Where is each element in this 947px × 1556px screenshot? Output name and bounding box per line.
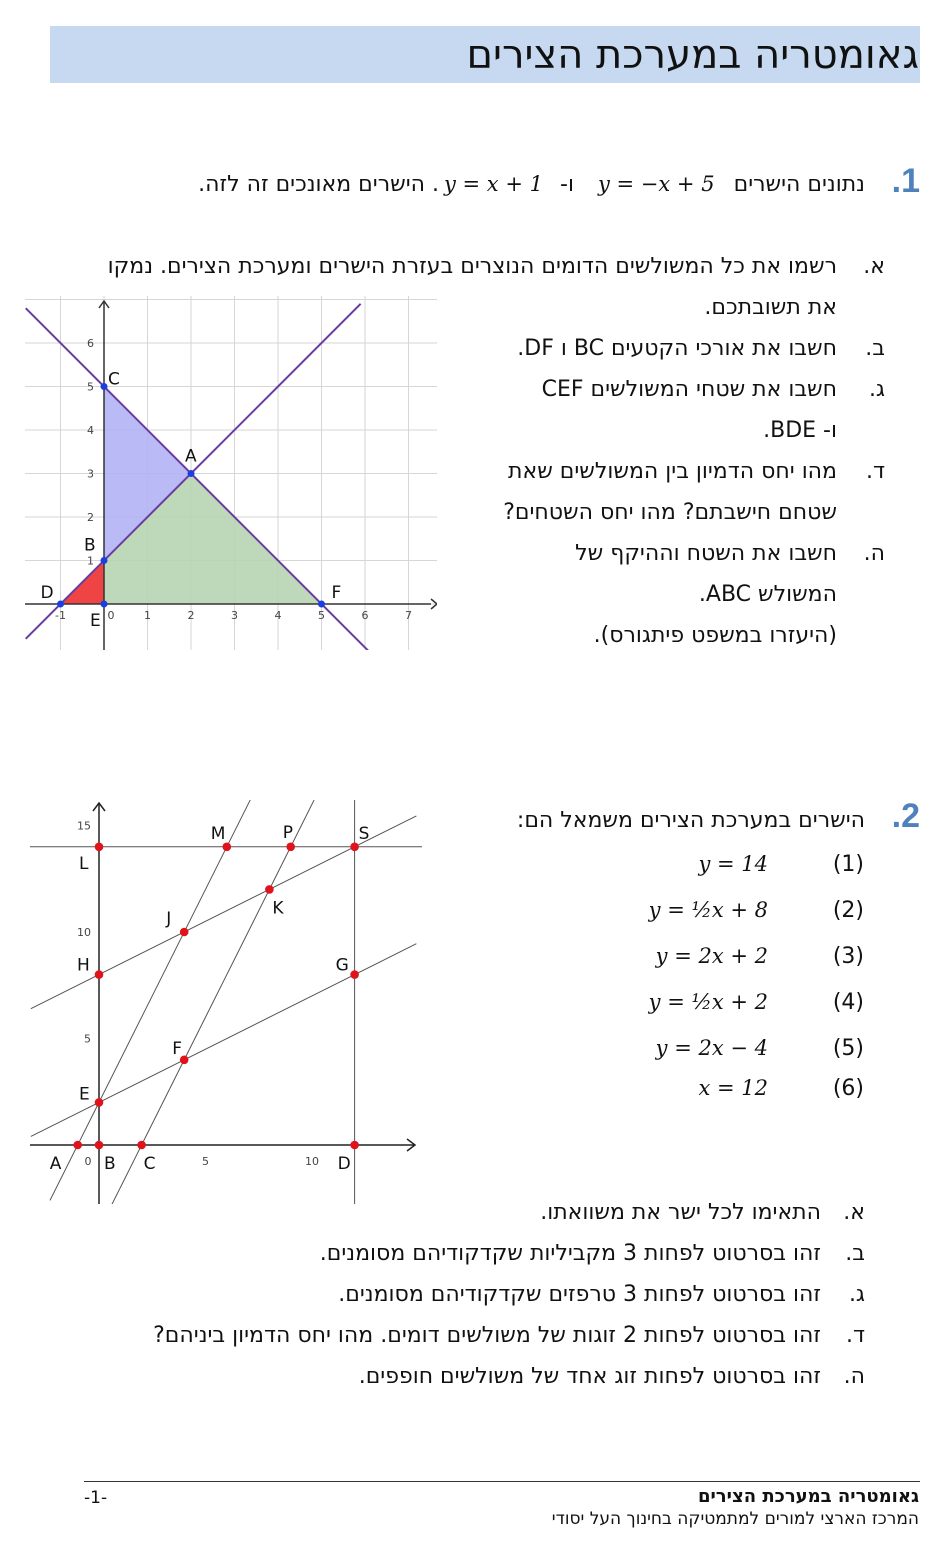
q1-part-d-text: מהו יחס הדמיון בין המשולשים שאת	[508, 459, 837, 484]
point-g	[350, 970, 359, 979]
point-c	[101, 383, 108, 390]
equation-3: y = 2x + 2	[655, 944, 768, 968]
q2-part-row: ג.זהו בסרטוט לפחות 3 טרפזים שקדקודיהם מסומנים.	[338, 1282, 865, 1307]
q1-equation-2: y = x + 1	[444, 172, 543, 196]
equation-3-number: (3)	[832, 944, 864, 969]
x-tick-label: 5	[202, 1155, 209, 1168]
q1-part-d-text-cont: שטחם חישבתם? מהו יחס השטחים?	[503, 500, 837, 525]
q1-and: -ו	[560, 172, 574, 197]
y-tick-label: 5	[84, 1032, 91, 1046]
point-label-b: B	[84, 535, 96, 556]
point-label-a: A	[185, 446, 197, 467]
equation-row	[640, 846, 880, 892]
q1-part-c-text: חשבו את שטחי המשולשים CEF	[541, 377, 837, 402]
equation-row	[640, 892, 880, 938]
point-label-d: D	[337, 1154, 351, 1174]
point-p	[286, 843, 295, 852]
q2-coordinate-graph	[30, 800, 422, 1204]
q1-part-row: א.רשמו את כל המשולשים הדומים הנוצרים בעזרת הישרים ומערכת הצירים. נמקו	[107, 254, 885, 279]
point-f	[318, 601, 325, 608]
q1-stem-suffix: . הישרים מאונכים זה לזה.	[198, 172, 439, 197]
q2-parts	[45, 1192, 865, 1397]
q2-part-row: ה.זהו בסרטוט לפחות זוג אחד של משולשים חופפים.	[358, 1364, 865, 1389]
point-label-l: L	[79, 853, 89, 874]
point-d	[57, 601, 64, 608]
x-tick-label: 6	[361, 609, 369, 622]
q2-equation-list	[640, 846, 880, 1114]
equation-6-number: (6)	[832, 1076, 864, 1101]
point-b	[101, 557, 108, 564]
equation-row	[640, 938, 880, 984]
q1-part-b-text: חשבו את אורכי הקטעים BC ו DF.	[517, 336, 837, 361]
q2-part-a-text: התאימו לכל ישר את משוואתו.	[540, 1200, 821, 1225]
footer-subtitle: המרכז הארצי למורים למתמטיקה בחינוך העל יסודי	[551, 1509, 919, 1529]
y-tick-label: 2	[87, 511, 94, 524]
point-label-f: F	[172, 1038, 182, 1059]
point-label-g: G	[335, 955, 349, 976]
equation-1: y = 14	[698, 852, 768, 876]
point-e	[95, 1098, 104, 1107]
x-tick-label: -1	[55, 609, 66, 622]
q1-part-row: ד.מהו יחס הדמיון בין המשולשים שאת	[508, 459, 885, 484]
point-label-f: F	[331, 583, 342, 603]
point-d	[350, 1141, 359, 1150]
point-label-c: C	[143, 1154, 156, 1174]
point-a	[188, 470, 195, 477]
equation-6: x = 12	[698, 1076, 768, 1100]
point-j	[180, 928, 189, 937]
point-label-a: A	[49, 1154, 62, 1174]
x-tick-label: 10	[305, 1155, 319, 1168]
equation-4-number: (4)	[832, 990, 864, 1015]
equation-1-number: (1)	[832, 852, 864, 877]
equation-2: y = ½x + 8	[648, 898, 768, 922]
q1-part-c-text-cont: ו- BDE.	[763, 418, 837, 443]
x-tick-label: 2	[187, 609, 195, 622]
x-tick-label: 1	[144, 609, 151, 622]
q1-part-row: ה.חשבו את השטח וההיקף של	[575, 541, 885, 566]
equation-row	[640, 984, 880, 1030]
x-tick-label: 7	[405, 609, 412, 622]
point-label-c: C	[108, 369, 120, 390]
point-b	[95, 1141, 104, 1150]
y-tick-label: 3	[87, 467, 94, 481]
footer-title: גאומטריה במערכת הצירים	[697, 1486, 919, 1507]
question-2-number: .2	[891, 797, 920, 835]
q1-part-row: ג.חשבו את שטחי המשולשים CEF	[541, 377, 885, 402]
equation-row	[640, 1074, 880, 1114]
q1-coordinate-graph	[25, 296, 437, 650]
x-tick-label: 4	[274, 609, 282, 622]
q1-part-row: ב.חשבו את אורכי הקטעים BC ו DF.	[517, 336, 885, 361]
page-number: -1-	[84, 1488, 108, 1508]
y-tick-label: 5	[87, 380, 94, 394]
q2-part-row: א.התאימו לכל ישר את משוואתו.	[540, 1200, 865, 1225]
y-tick-label: 1	[87, 554, 94, 568]
point-label-b: B	[104, 1154, 116, 1174]
equation-4: y = ½x + 2	[648, 990, 768, 1014]
point-label-e: E	[79, 1084, 90, 1105]
point-k	[265, 885, 274, 894]
footer-divider	[84, 1481, 920, 1482]
equation-5-number: (5)	[832, 1036, 864, 1061]
q1-part-hint: (היעזרו במשפט פיתגורס).	[593, 623, 837, 648]
q1-equation-1: y = −x + 5	[598, 172, 715, 196]
q2-part-row: ד.זהו בסרטוט לפחות 2 זוגות של משולשים דומים. מהו יחס הדמיון ביניהם?	[153, 1323, 865, 1348]
point-label-h: H	[77, 955, 90, 976]
y-tick-label: 4	[87, 424, 94, 437]
point-label-k: K	[272, 898, 284, 919]
y-tick-label: 6	[87, 337, 94, 350]
point-e	[101, 601, 108, 608]
page-title: גאומטריה במערכת הצירים	[466, 32, 919, 78]
equation-2-number: (2)	[832, 898, 864, 923]
question-1-number: .1	[891, 162, 920, 200]
q1-part-e-text-cont: המשולש ABC.	[698, 582, 837, 607]
point-label-j: J	[166, 909, 172, 929]
y-tick-label: 15	[77, 819, 91, 833]
point-label-s: S	[358, 823, 370, 844]
q2-part-e-text: זהו בסרטוט לפחות זוג אחד של משולשים חופפים.	[358, 1364, 821, 1389]
y-tick-label: 10	[77, 926, 91, 939]
q2-part-c-text: זהו בסרטוט לפחות 3 טרפזים שקדקודיהם מסומנים.	[338, 1282, 821, 1307]
x-tick-label: 3	[231, 609, 238, 622]
q1-part-a-text: רשמו את כל המשולשים הדומים הנוצרים בעזרת הישרים ומערכת הצירים. נמקו	[107, 254, 837, 279]
q2-part-b-text: זהו בסרטוט לפחות 3 מקביליות שקדקודיהם מסומנים.	[319, 1241, 821, 1266]
point-label-e: E	[90, 611, 101, 631]
point-label-p: P	[282, 822, 293, 843]
point-l	[95, 843, 104, 852]
q1-stem-prefix: נתונים הישרים	[733, 172, 865, 197]
point-label-m: M	[210, 823, 226, 844]
equation-5: y = 2x − 4	[655, 1036, 768, 1060]
q1-part-a-text-cont: את תשובתכם.	[704, 295, 837, 320]
q2-stem: הישרים במערכת הצירים משמאל הם:	[516, 808, 865, 833]
q1-part-e-text: חשבו את השטח וההיקף של	[575, 541, 837, 566]
point-h	[95, 970, 104, 979]
x-tick-label: 0	[107, 609, 115, 622]
x-tick-label: 0	[84, 1155, 92, 1168]
point-c	[137, 1141, 146, 1150]
x-tick-label: 5	[318, 609, 325, 622]
equation-row	[640, 1030, 880, 1074]
q2-part-d-text: זהו בסרטוט לפחות 2 זוגות של משולשים דומים. מהו יחס הדמיון ביניהם?	[153, 1323, 821, 1348]
point-a	[73, 1141, 82, 1150]
q2-part-row: ב.זהו בסרטוט לפחות 3 מקביליות שקדקודיהם מסומנים.	[319, 1241, 865, 1266]
point-label-d: D	[40, 583, 54, 603]
